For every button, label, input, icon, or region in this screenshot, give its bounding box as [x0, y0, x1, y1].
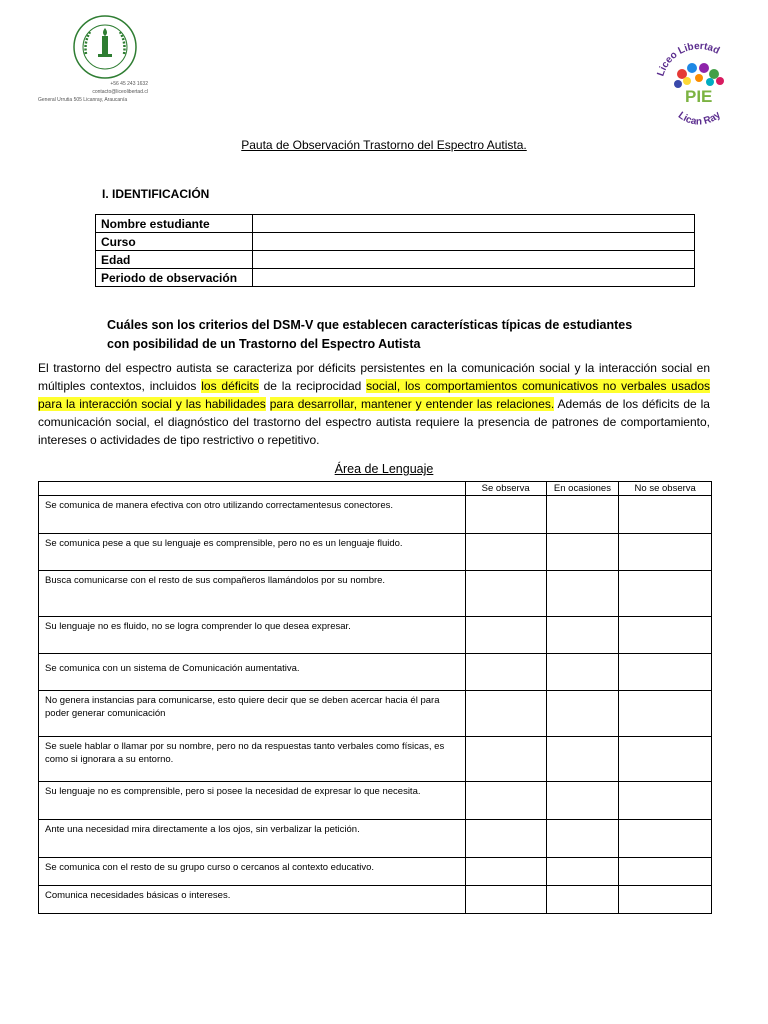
en-ocasiones-cell[interactable]: [546, 534, 619, 571]
paragraph-text: Además de los déficits de la comunicación social, el diagnóstico del trastorno del espectro autista requiere la presencia de patrones de comportamiento, intereses o actividades de tipo restrictivo o repetitivo.: [38, 397, 710, 447]
course-field[interactable]: [253, 233, 695, 251]
field-label: Edad: [96, 251, 253, 269]
section-identificacion-heading: I. IDENTIFICACIÓN: [102, 187, 210, 201]
criterion-text: Su lenguaje no es comprensible, pero si posee la necesidad de expresar lo que necesita.: [39, 782, 466, 820]
table-row: [39, 496, 712, 534]
no-se-observa-cell[interactable]: [619, 782, 712, 820]
no-se-observa-cell[interactable]: [619, 858, 712, 886]
student-name-field[interactable]: [253, 215, 695, 233]
table-row: [39, 654, 712, 691]
criterion-text: Se comunica con un sistema de Comunicación aumentativa.: [39, 654, 466, 691]
en-ocasiones-cell[interactable]: [546, 886, 619, 914]
en-ocasiones-cell[interactable]: [546, 691, 619, 737]
table-row: [39, 571, 712, 617]
field-label: Periodo de observación: [96, 269, 253, 287]
table-row: [39, 737, 712, 782]
contact-phone: +56 45 243 1632: [110, 81, 148, 87]
field-label: Nombre estudiante: [96, 215, 253, 233]
criterion-text: Se comunica con el resto de su grupo curso o cercanos al contexto educativo.: [39, 858, 466, 886]
no-se-observa-cell[interactable]: [619, 820, 712, 858]
no-se-observa-cell[interactable]: [619, 737, 712, 782]
se-observa-cell[interactable]: [465, 886, 546, 914]
table-row: [39, 534, 712, 571]
question-line-2: con posibilidad de un Trastorno del Espectro Autista: [107, 337, 421, 351]
table-row: [39, 617, 712, 654]
no-se-observa-cell[interactable]: [619, 617, 712, 654]
table-row: [39, 820, 712, 858]
en-ocasiones-cell[interactable]: [546, 571, 619, 617]
no-se-observa-cell[interactable]: [619, 691, 712, 737]
table-row: [39, 691, 712, 737]
se-observa-cell[interactable]: [465, 534, 546, 571]
se-observa-cell[interactable]: [465, 782, 546, 820]
se-observa-cell[interactable]: [465, 691, 546, 737]
criterion-text: Comunica necesidades básicas o intereses.: [39, 886, 466, 914]
document-title: Pauta de Observación Trastorno del Espectro Autista.: [241, 138, 527, 152]
svg-text:Lican Ray: Lican Ray: [675, 109, 723, 128]
table-row: [39, 886, 712, 914]
observation-table: [38, 481, 712, 914]
column-header: [39, 482, 466, 496]
criterion-text: Busca comunicarse con el resto de sus compañeros llamándolos por su nombre.: [39, 571, 466, 617]
en-ocasiones-cell[interactable]: [546, 737, 619, 782]
field-label: Curso: [96, 233, 253, 251]
area-lenguaje-title: Área de Lenguaje: [334, 462, 434, 476]
se-observa-cell[interactable]: [465, 571, 546, 617]
no-se-observa-cell[interactable]: [619, 496, 712, 534]
identification-table: [95, 214, 695, 287]
se-observa-cell[interactable]: [465, 820, 546, 858]
pie-program-logo: [652, 36, 746, 130]
se-observa-cell[interactable]: [465, 496, 546, 534]
se-observa-cell[interactable]: [465, 617, 546, 654]
no-se-observa-cell[interactable]: [619, 654, 712, 691]
no-se-observa-cell[interactable]: [619, 571, 712, 617]
paragraph-text: de la reciprocidad: [258, 379, 367, 393]
table-row: [96, 269, 695, 287]
highlighted-text: para desarrollar, mantener y entender las relaciones.: [269, 397, 555, 411]
svg-text:Liceo Libertad: Liceo Libertad: [655, 40, 722, 78]
table-header-row: [39, 482, 712, 496]
se-observa-cell[interactable]: [465, 737, 546, 782]
en-ocasiones-cell[interactable]: [546, 820, 619, 858]
age-field[interactable]: [253, 251, 695, 269]
definition-paragraph: [38, 359, 710, 449]
table-row: [96, 215, 695, 233]
school-seal-logo: [72, 14, 138, 80]
criterion-text: No genera instancias para comunicarse, esto quiere decir que se deben acercar hacia él para poder generar comunicación: [39, 691, 466, 737]
school-contact-info: [38, 80, 148, 104]
en-ocasiones-cell[interactable]: [546, 858, 619, 886]
paragraph-text: El trastorno del espectro autista se caracteriza por déficits persistentes en la comunicación social y la interacción social en múltiples contextos, incluidos: [38, 361, 710, 393]
se-observa-cell[interactable]: [465, 858, 546, 886]
dsm-question: [107, 316, 667, 354]
contact-email: contacto@liceolibertad.cl: [92, 89, 148, 95]
no-se-observa-cell[interactable]: [619, 534, 712, 571]
en-ocasiones-cell[interactable]: [546, 496, 619, 534]
observation-period-field[interactable]: [253, 269, 695, 287]
en-ocasiones-cell[interactable]: [546, 782, 619, 820]
se-observa-cell[interactable]: [465, 654, 546, 691]
table-row: [39, 782, 712, 820]
column-header-se-observa: Se observa: [465, 482, 546, 496]
no-se-observa-cell[interactable]: [619, 886, 712, 914]
table-row: [39, 858, 712, 886]
contact-address: General Urrutia 505 Licanray, Araucanía: [38, 97, 128, 103]
highlighted-text: los déficits: [201, 379, 259, 393]
question-line-1: Cuáles son los criterios del DSM-V que establecen características típicas de estudiantes: [107, 318, 633, 332]
criterion-text: Ante una necesidad mira directamente a los ojos, sin verbalizar la petición.: [39, 820, 466, 858]
svg-text:PIE: PIE: [685, 87, 713, 106]
column-header-no-se-observa: No se observa: [619, 482, 712, 496]
highlighted-text: social, los comportamientos comunicativos no verbales usados para la interacción social y las habilidades: [38, 379, 710, 411]
criterion-text: Se comunica de manera efectiva con otro utilizando correctamentesus conectores.: [39, 496, 466, 534]
en-ocasiones-cell[interactable]: [546, 654, 619, 691]
column-header-en-ocasiones: En ocasiones: [546, 482, 619, 496]
en-ocasiones-cell[interactable]: [546, 617, 619, 654]
criterion-text: Se comunica pese a que su lenguaje es comprensible, pero no es un lenguaje fluido.: [39, 534, 466, 571]
criterion-text: Se suele hablar o llamar por su nombre, pero no da respuestas tanto verbales como físicas, es como si ignorara a su entorno.: [39, 737, 466, 782]
criterion-text: Su lenguaje no es fluido, no se logra comprender lo que desea expresar.: [39, 617, 466, 654]
table-row: [96, 251, 695, 269]
table-row: [96, 233, 695, 251]
